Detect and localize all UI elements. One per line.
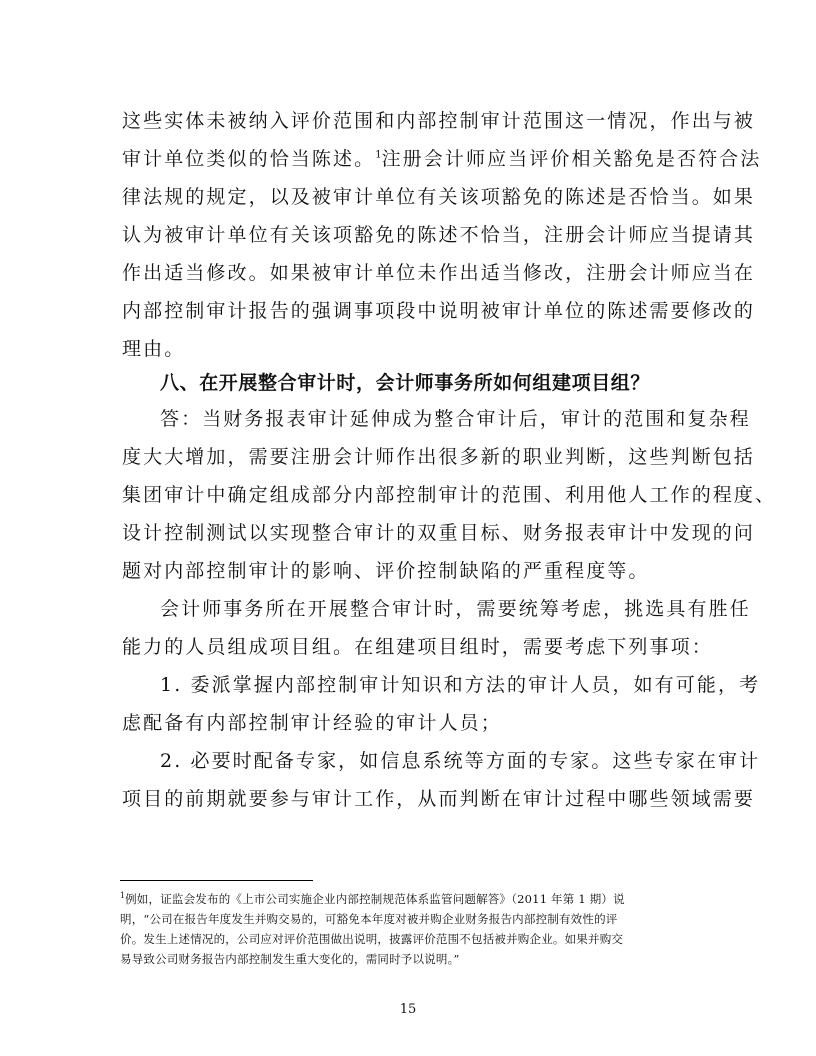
answer-line-2: 度大大增加，需要注册会计师作出很多新的职业判断，这些判断包括 [122, 446, 756, 468]
body-line-6: 内部控制审计报告的强调事项段中说明被审计单位的陈述需要修改的 [122, 300, 756, 322]
footnote-separator [120, 880, 313, 881]
list-item-1-line-1: 1. 委派掌握内部控制审计知识和方法的审计人员，如有可能，考 [160, 674, 761, 696]
body-line-7: 理由。 [122, 338, 186, 360]
footnote-line-1 [120, 889, 700, 909]
body-line-4: 认为被审计单位有关该项豁免的陈述不恰当，注册会计师应当提请其 [122, 224, 756, 246]
answer-line-1: 答：当财务报表审计延伸成为整合审计后，审计的范围和复杂程 [160, 408, 751, 430]
answer-line-3: 集团审计中确定组成部分内部控制审计的范围、利用他人工作的程度、 [122, 484, 777, 506]
footnote-line-2: 明，“公司在报告年度发生并购交易的，可豁免本年度对被并购企业财务报告内部控制有效性的评 [120, 912, 618, 926]
footnote-line-4: 易导致公司财务报告内部控制发生重大变化的，需同时予以说明。” [120, 952, 460, 966]
body-line-2-text-cont: 注册会计师应当评价相关豁免是否符合法 [381, 148, 762, 170]
footnote-reference[interactable]: 1 [375, 149, 382, 161]
body-line-3: 律法规的规定，以及被审计单位有关该项豁免的陈述是否恰当。如果 [122, 186, 756, 208]
footnote-line-1-text: 例如，证监会发布的《上市公司实施企业内部控制规范体系监管问题解答》（2011 年第 1 期）说 [125, 892, 625, 906]
body-line-2-text: 审计单位类似的恰当陈述。 [122, 148, 376, 170]
list-item-2-line-1: 2. 必要时配备专家，如信息系统等方面的专家。这些专家在审计 [160, 750, 761, 772]
answer-line-5: 题对内部控制审计的影响、评价控制缺陷的严重程度等。 [122, 560, 650, 582]
list-item-2-line-2: 项目的前期就要参与审计工作，从而判断在审计过程中哪些领域需要 [122, 788, 756, 810]
body-line-2 [122, 144, 762, 174]
footnote-line-3: 价。发生上述情况的，公司应对评价范围做出说明，披露评价范围不包括被并购企业。如果并购交 [120, 932, 624, 946]
page-number: 15 [399, 1002, 417, 1017]
paragraph-line-2: 能力的人员组成项目组。在组建项目组时，需要考虑下列事项： [122, 636, 713, 658]
list-item-1-line-2: 虑配备有内部控制审计经验的审计人员； [122, 712, 502, 734]
body-line-5: 作出适当修改。如果被审计单位未作出适当修改，注册会计师应当在 [122, 262, 756, 284]
answer-line-4: 设计控制测试以实现整合审计的双重目标、财务报表审计中发现的问 [122, 522, 756, 544]
paragraph-line-1: 会计师事务所在开展整合审计时，需要统筹考虑，挑选具有胜任 [160, 598, 751, 620]
body-line-1: 这些实体未被纳入评价范围和内部控制审计范围这一情况，作出与被 [122, 110, 756, 132]
footnote-marker: 1 [120, 891, 126, 901]
section-heading: 八、在开展整合审计时，会计师事务所如何组建项目组？ [160, 372, 651, 394]
